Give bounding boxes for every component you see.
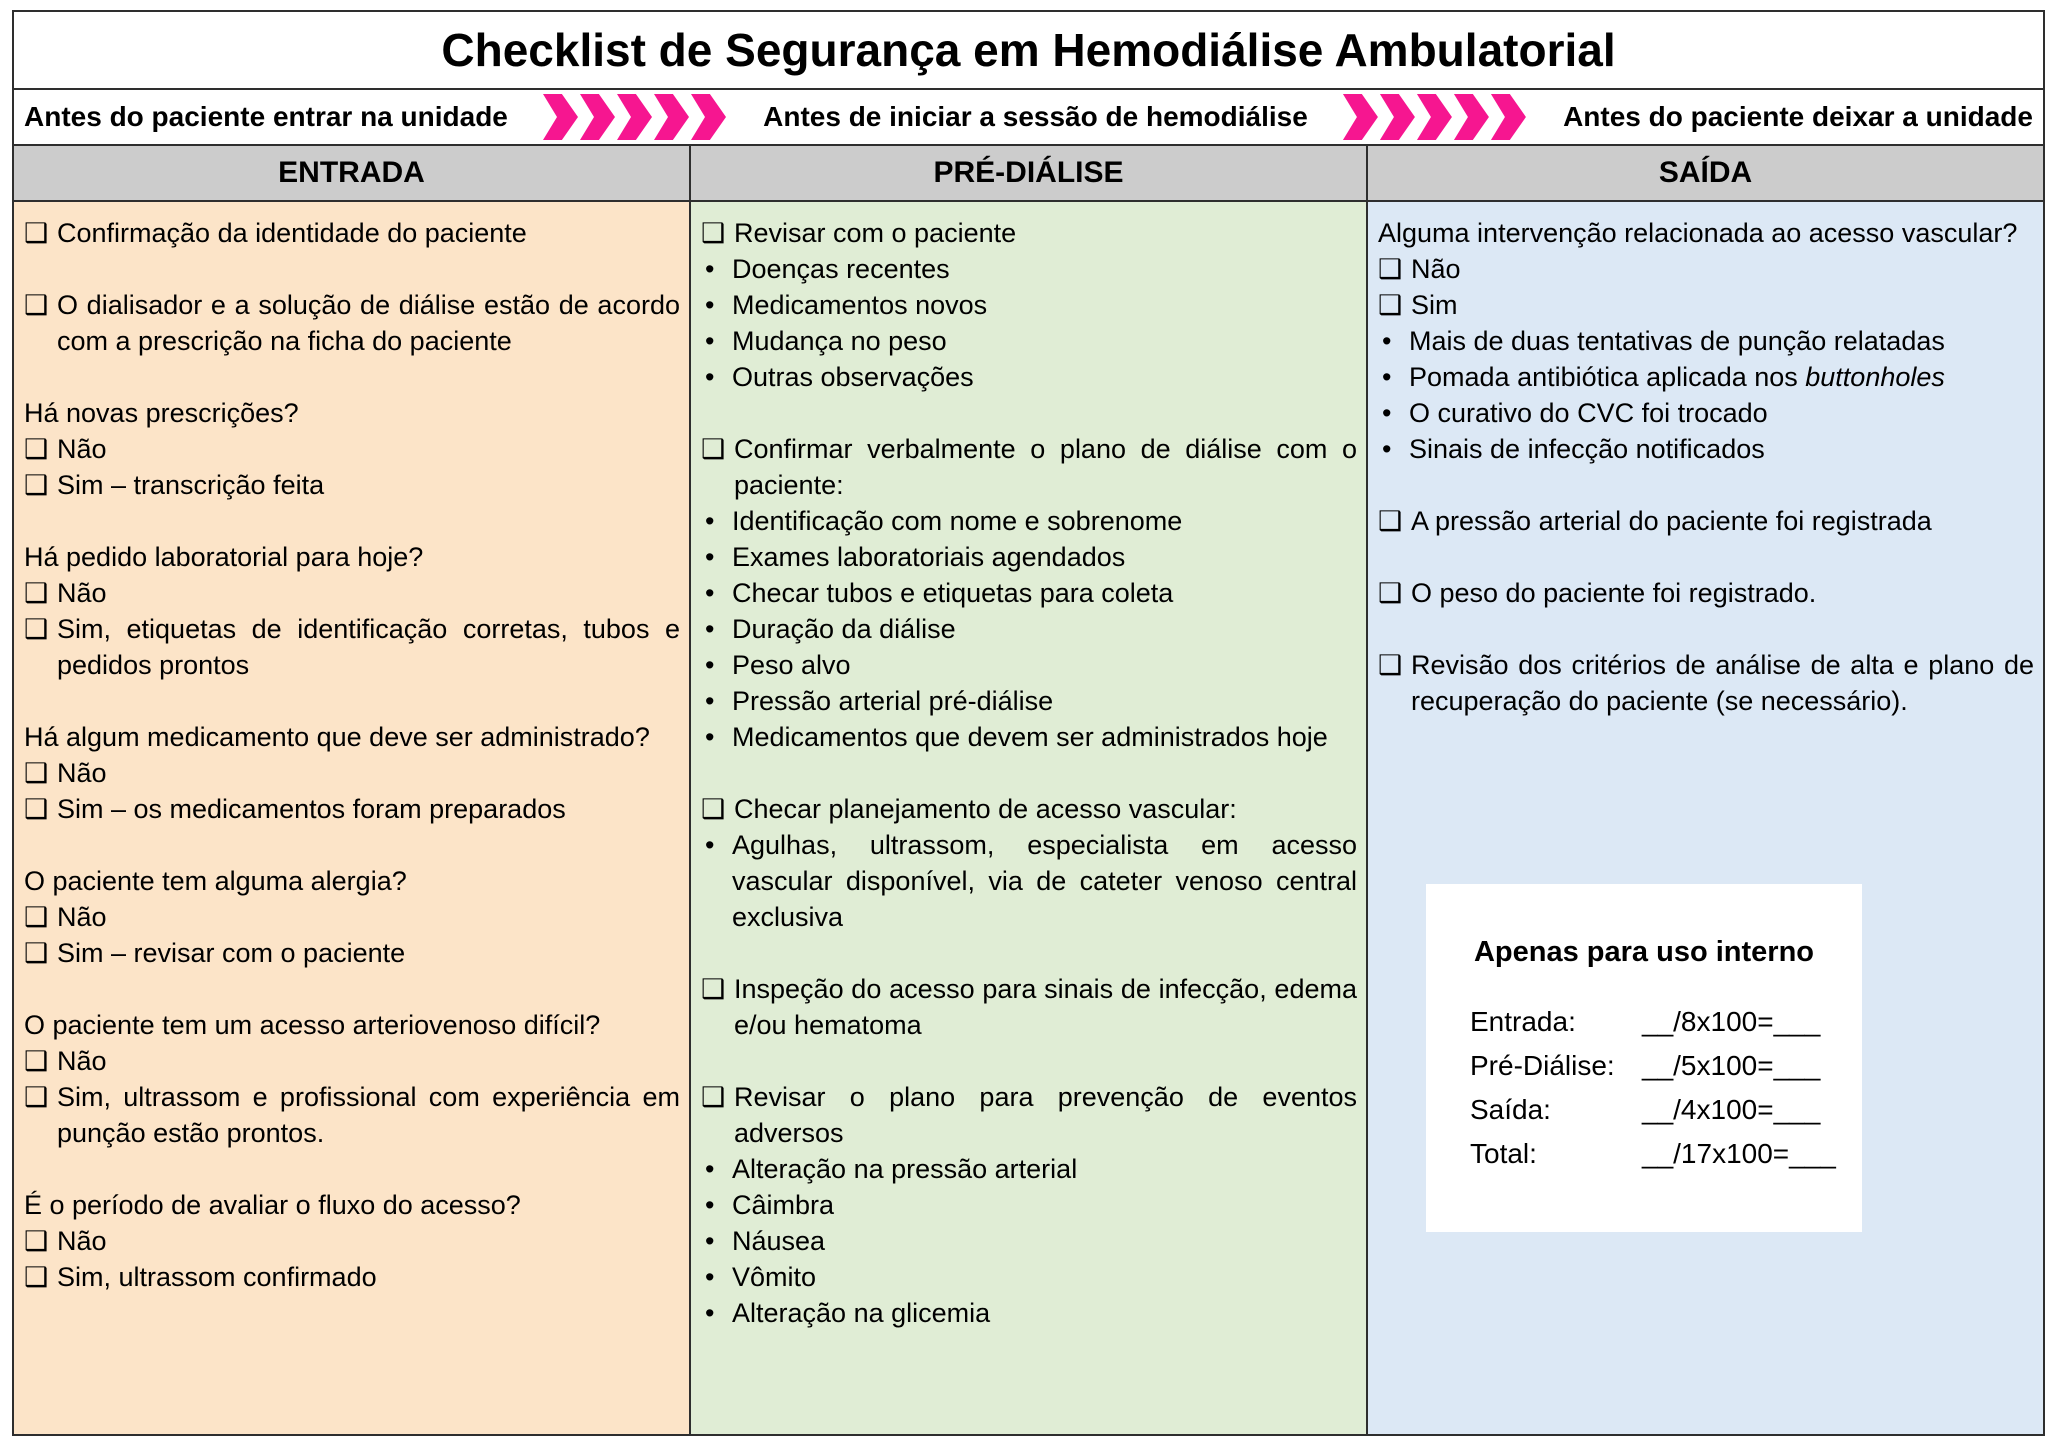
- checklist-item: [701, 791, 1357, 827]
- checklist-item: [24, 1043, 680, 1079]
- item-label: Duração da diálise: [732, 614, 956, 644]
- checklist-item: [24, 467, 680, 503]
- item-label: É o período de avaliar o fluxo do acesso?: [24, 1190, 521, 1220]
- score-label: Saída:: [1470, 1094, 1551, 1125]
- spacer: [1378, 539, 2034, 575]
- checkbox-icon: ❑: [1378, 578, 1403, 608]
- question-text: [24, 1187, 680, 1223]
- checkbox-icon: ❑: [24, 1262, 49, 1292]
- column-header-entrada: ENTRADA: [14, 146, 691, 200]
- item-label: Doenças recentes: [732, 254, 950, 284]
- bullet-icon: •: [705, 326, 715, 356]
- spacer: [1378, 611, 2034, 647]
- item-label-italic: buttonholes: [1805, 362, 1945, 392]
- item-label: Revisão dos critérios de análise de alta e plano de recuperação do paciente (se necessário).: [1411, 650, 2034, 716]
- item-label: Não: [57, 1046, 107, 1076]
- checklist-item: [24, 899, 680, 935]
- bullet-item: [701, 323, 1357, 359]
- bullet-icon: •: [705, 1262, 715, 1292]
- item-list: [24, 215, 680, 1295]
- bullet-icon: •: [1382, 362, 1392, 392]
- checkbox-icon: ❑: [24, 470, 49, 500]
- item-label: Há novas prescrições?: [24, 398, 299, 428]
- bullet-item: [1378, 395, 2034, 431]
- bullet-icon: •: [705, 506, 715, 536]
- bullet-item: [701, 719, 1357, 755]
- score-row: [1426, 1132, 1862, 1176]
- checkbox-icon: ❑: [24, 290, 49, 320]
- bullet-item: [1378, 323, 2034, 359]
- chevron-right-icon: [617, 94, 652, 140]
- internal-use-title: Apenas para uso interno: [1473, 936, 1814, 968]
- bullet-item: [701, 575, 1357, 611]
- checkbox-icon: ❑: [1378, 254, 1403, 284]
- score-row: [1426, 1088, 1862, 1132]
- score-formula: __/5x100=___: [1642, 1050, 1821, 1081]
- item-label: Há pedido laboratorial para hoje?: [24, 542, 424, 572]
- checklist-item: [1378, 251, 2034, 287]
- checklist-item: [1378, 575, 2034, 611]
- phase-bar: [14, 90, 2043, 146]
- question-text: [1378, 215, 2034, 251]
- bullet-icon: •: [705, 1226, 715, 1256]
- score-label: Entrada:: [1470, 1006, 1576, 1037]
- page-title: Checklist de Segurança em Hemodiálise Ambulatorial: [441, 24, 1616, 76]
- item-label: Identificação com nome e sobrenome: [732, 506, 1183, 536]
- bullet-icon: •: [705, 578, 715, 608]
- bullet-item: [701, 503, 1357, 539]
- chevron-right-icon: [1491, 94, 1526, 140]
- item-label: Pressão arterial pré-diálise: [732, 686, 1054, 716]
- checkbox-icon: ❑: [701, 794, 726, 824]
- checkbox-icon: ❑: [24, 902, 49, 932]
- item-label: Alteração na glicemia: [732, 1298, 991, 1328]
- item-label: Câimbra: [732, 1190, 835, 1220]
- item-label: O curativo do CVC foi trocado: [1409, 398, 1768, 428]
- question-text: [24, 539, 680, 575]
- item-label: Checar planejamento de acesso vascular:: [734, 794, 1237, 824]
- spacer: [701, 935, 1357, 971]
- spacer: [24, 971, 680, 1007]
- score-label: Total:: [1470, 1138, 1537, 1169]
- bullet-item: [701, 611, 1357, 647]
- chevron-right-icon: [1454, 94, 1489, 140]
- item-list: [1378, 215, 2034, 719]
- bullet-item: [701, 827, 1357, 935]
- checkbox-icon: ❑: [24, 1082, 49, 1112]
- bullet-item: [701, 1187, 1357, 1223]
- checkbox-icon: ❑: [1378, 650, 1403, 680]
- bullet-item: [1378, 431, 2034, 467]
- item-label: Há algum medicamento que deve ser administrado?: [24, 722, 650, 752]
- checkbox-icon: ❑: [24, 614, 49, 644]
- bullet-icon: •: [705, 650, 715, 680]
- bullet-item: [701, 1259, 1357, 1295]
- bullet-icon: •: [705, 254, 715, 284]
- item-label: Medicamentos que devem ser administrados hoje: [732, 722, 1328, 752]
- checklist-item: [24, 431, 680, 467]
- bullet-icon: •: [705, 686, 715, 716]
- item-label: Não: [57, 758, 107, 788]
- item-label: Sim, etiquetas de identificação corretas, tubos e pedidos prontos: [57, 614, 680, 680]
- checkbox-icon: ❑: [24, 1226, 49, 1256]
- checklist-item: [701, 1079, 1357, 1151]
- checkbox-icon: ❑: [24, 434, 49, 464]
- column-pre-dialise: [691, 202, 1368, 1434]
- spacer: [1378, 467, 2034, 503]
- bullet-icon: •: [705, 614, 715, 644]
- chevron-right-icon: [1417, 94, 1452, 140]
- checklist-item: [1378, 287, 2034, 323]
- bullet-item: [1378, 359, 2034, 395]
- column-saida: [1368, 202, 2043, 1434]
- checklist-item: [24, 287, 680, 359]
- item-label: Peso alvo: [732, 650, 851, 680]
- item-label: O paciente tem um acesso arteriovenoso difícil?: [24, 1010, 601, 1040]
- bullet-icon: •: [1382, 326, 1392, 356]
- item-label: Mudança no peso: [732, 326, 947, 356]
- checkbox-icon: ❑: [24, 938, 49, 968]
- item-label: Sim – os medicamentos foram preparados: [57, 794, 566, 824]
- bullet-icon: •: [705, 1298, 715, 1328]
- checklist-item: [1378, 647, 2034, 719]
- bullet-item: [701, 683, 1357, 719]
- item-label: O peso do paciente foi registrado.: [1411, 578, 1817, 608]
- item-list: [701, 215, 1357, 1331]
- title-row: [14, 12, 2043, 90]
- checkbox-icon: ❑: [24, 758, 49, 788]
- item-label: Não: [1411, 254, 1461, 284]
- item-label: Não: [57, 578, 107, 608]
- item-label: Sinais de infecção notificados: [1409, 434, 1765, 464]
- item-label: Outras observações: [732, 362, 974, 392]
- question-text: [24, 395, 680, 431]
- bullet-item: [701, 359, 1357, 395]
- score-formula: __/17x100=___: [1642, 1138, 1836, 1169]
- bullet-icon: •: [705, 542, 715, 572]
- checklist-item: [24, 935, 680, 971]
- column-header-row: [14, 146, 2043, 202]
- item-label: Confirmação da identidade do paciente: [57, 218, 527, 248]
- item-label: Inspeção do acesso para sinais de infecção, edema e/ou hematoma: [734, 974, 1357, 1040]
- checklist-item: [701, 215, 1357, 251]
- spacer: [24, 1151, 680, 1187]
- item-label: Pomada antibiótica aplicada nos: [1409, 362, 1806, 392]
- checklist-item: [24, 755, 680, 791]
- bullet-item: [701, 1295, 1357, 1331]
- score-formula: __/8x100=___: [1642, 1006, 1821, 1037]
- item-label: Checar tubos e etiquetas para coleta: [732, 578, 1174, 608]
- bullet-icon: •: [705, 1190, 715, 1220]
- checkbox-icon: ❑: [701, 218, 726, 248]
- checklist-body: [14, 202, 2043, 1434]
- spacer: [24, 683, 680, 719]
- checklist-item: [24, 1223, 680, 1259]
- spacer: [701, 755, 1357, 791]
- spacer: [701, 1043, 1357, 1079]
- bullet-icon: •: [705, 830, 715, 860]
- item-label: O dialisador e a solução de diálise estão de acordo com a prescrição na ficha do paciente: [57, 290, 680, 356]
- item-label: Alguma intervenção relacionada ao acesso vascular?: [1378, 218, 2018, 248]
- checkbox-icon: ❑: [24, 1046, 49, 1076]
- checklist-item: [701, 431, 1357, 503]
- checkbox-icon: ❑: [701, 974, 726, 1004]
- arrow-group: [543, 94, 728, 140]
- bullet-item: [701, 251, 1357, 287]
- score-formula: __/4x100=___: [1642, 1094, 1821, 1125]
- item-label: Revisar o plano para prevenção de eventos adversos: [734, 1082, 1357, 1148]
- chevron-right-icon: [1380, 94, 1415, 140]
- item-label: O paciente tem alguma alergia?: [24, 866, 407, 896]
- checkbox-icon: ❑: [1378, 290, 1403, 320]
- arrow-group: [1343, 94, 1528, 140]
- column-header-pre-dialise: PRÉ-DIÁLISE: [691, 146, 1368, 200]
- spacer: [24, 503, 680, 539]
- checklist-item: [24, 611, 680, 683]
- item-label: Agulhas, ultrassom, especialista em acesso vascular disponível, via de cateter venoso central exclusiva: [732, 830, 1357, 932]
- checkbox-icon: ❑: [24, 794, 49, 824]
- bullet-item: [701, 1223, 1357, 1259]
- item-label: Não: [57, 1226, 107, 1256]
- spacer: [701, 395, 1357, 431]
- spacer: [24, 359, 680, 395]
- bullet-icon: •: [705, 290, 715, 320]
- item-label: Revisar com o paciente: [734, 218, 1017, 248]
- item-label: A pressão arterial do paciente foi registrada: [1411, 506, 1932, 536]
- bullet-icon: •: [1382, 398, 1392, 428]
- bullet-item: [701, 647, 1357, 683]
- item-label: Mais de duas tentativas de punção relatadas: [1409, 326, 1945, 356]
- item-label: Não: [57, 434, 107, 464]
- item-label: Exames laboratoriais agendados: [732, 542, 1126, 572]
- chevron-right-icon: [543, 94, 578, 140]
- phase-label-entrada: Antes do paciente entrar na unidade: [24, 101, 508, 132]
- bullet-item: [701, 1151, 1357, 1187]
- bullet-icon: •: [705, 722, 715, 752]
- bullet-icon: •: [1382, 434, 1392, 464]
- chevron-right-icon: [691, 94, 726, 140]
- question-text: [24, 863, 680, 899]
- item-label: Sim – transcrição feita: [57, 470, 325, 500]
- checkbox-icon: ❑: [701, 434, 726, 464]
- score-row: [1426, 1000, 1862, 1044]
- spacer: [24, 251, 680, 287]
- checklist-item: [24, 791, 680, 827]
- column-header-saida: SAÍDA: [1368, 146, 2043, 200]
- spacer: [24, 827, 680, 863]
- item-label: Alteração na pressão arterial: [732, 1154, 1078, 1184]
- checklist-item: [24, 1259, 680, 1295]
- item-label: Sim, ultrassom e profissional com experiência em punção estão prontos.: [57, 1082, 680, 1148]
- bullet-item: [701, 539, 1357, 575]
- checklist-item: [1378, 503, 2034, 539]
- checkbox-icon: ❑: [701, 1082, 726, 1112]
- bullet-icon: •: [705, 1154, 715, 1184]
- checklist-sheet: [12, 10, 2045, 1436]
- item-label: Não: [57, 902, 107, 932]
- chevron-right-icon: [654, 94, 689, 140]
- bullet-icon: •: [705, 362, 715, 392]
- chevron-right-icon: [580, 94, 615, 140]
- item-label: Vômito: [732, 1262, 817, 1292]
- checkbox-icon: ❑: [24, 578, 49, 608]
- item-label: Confirmar verbalmente o plano de diálise com o paciente:: [734, 434, 1357, 500]
- question-text: [24, 719, 680, 755]
- item-label: Náusea: [732, 1226, 826, 1256]
- item-label: Medicamentos novos: [732, 290, 988, 320]
- checkbox-icon: ❑: [24, 218, 49, 248]
- checklist-item: [701, 971, 1357, 1043]
- score-row: [1426, 1044, 1862, 1088]
- bullet-item: [701, 287, 1357, 323]
- phase-label-sessao: Antes de iniciar a sessão de hemodiálise: [763, 101, 1308, 132]
- checklist-item: [24, 1079, 680, 1151]
- chevron-right-icon: [1343, 94, 1378, 140]
- checkbox-icon: ❑: [1378, 506, 1403, 536]
- score-label: Pré-Diálise:: [1470, 1050, 1615, 1081]
- checklist-item: [24, 575, 680, 611]
- phase-label-saida: Antes do paciente deixar a unidade: [1563, 101, 2033, 132]
- question-text: [24, 1007, 680, 1043]
- item-label: Sim: [1411, 290, 1458, 320]
- item-label: Sim – revisar com o paciente: [57, 938, 406, 968]
- checklist-item: [24, 215, 680, 251]
- column-entrada: [14, 202, 691, 1434]
- internal-use-box: [1426, 884, 1862, 1232]
- item-label: Sim, ultrassom confirmado: [57, 1262, 377, 1292]
